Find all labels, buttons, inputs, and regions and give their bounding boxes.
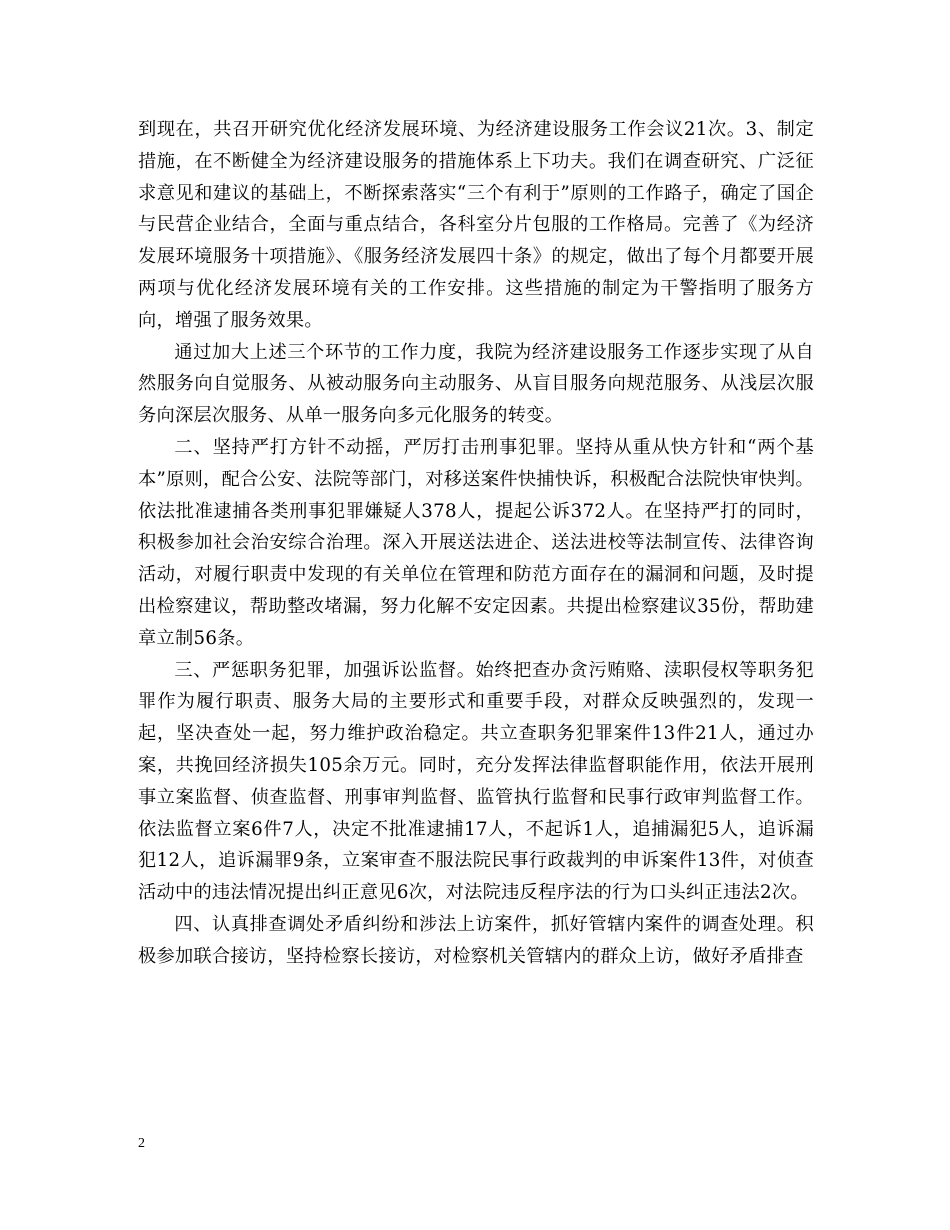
page-number: 2	[138, 1136, 145, 1151]
paragraph-4: 三、严惩职务犯罪，加强诉讼监督。始终把查办贪污贿赂、渎职侵权等职务犯罪作为履行职责、服务大局的主要形式和重要手段，对群众反映强烈的，发现一起，坚决查处一起，努力维护政治稳定。共立查职务犯罪案件13件21人，通过办案，共挽回经济损失105余万元。同时，充分发挥法律监督职能作用，依法开展刑事立案监督、侦查监督、刑事审判监督、监管执行监督和民事行政审判监督工作。依法监督立案6件7人，决定不批准逮捕17人，不起诉1人，追捕漏犯5人，追诉漏犯12人，追诉漏罪9条，立案审查不服法院民事行政裁判的申诉案件13件，对侦查活动中的违法情况提出纠正意见6次，对法院违反程序法的行为口头纠正违法2次。	[138, 659, 814, 904]
paragraph-5: 四、认真排查调处矛盾纠纷和涉法上访案件，抓好管辖内案件的调查处理。积极参加联合接访，坚持检察长接访，对检察机关管辖内的群众上访，做好矛盾排查	[138, 913, 814, 967]
paragraph-1: 到现在，共召开研究优化经济发展环境、为经济建设服务工作会议21次。3、制定措施，在不断健全为经济建设服务的措施体系上下功夫。我们在调查研究、广泛征求意见和建议的基础上，不断探索落实“三个有利于”原则的工作路子，确定了国企与民营企业结合，全面与重点结合，各科室分片包服的工作格局。完善了《为经济发展环境服务十项措施》、《服务经济发展四十条》的规定，做出了每个月都要开展两项与优化经济发展环境有关的工作安排。这些措施的制定为干警指明了服务方向，增强了服务效果。	[138, 119, 814, 331]
document-body	[138, 114, 814, 973]
paragraph-3: 二、坚持严打方针不动摇，严厉打击刑事犯罪。坚持从重从快方针和“两个基本”原则，配合公安、法院等部门，对移送案件快捕快诉，积极配合法院快审快判。依法批准逮捕各类刑事犯罪嫌疑人378人，提起公诉372人。在坚持严打的同时，积极参加社会治安综合治理。深入开展送法进企、送法进校等法制宣传、法律咨询活动，对履行职责中发现的有关单位在管理和防范方面存在的漏洞和问题，及时提出检察建议，帮助整改堵漏，努力化解不安定因素。共提出检察建议35份，帮助建章立制56条。	[138, 436, 814, 649]
paragraph-2: 通过加大上述三个环节的工作力度，我院为经济建设服务工作逐步实现了从自然服务向自觉服务、从被动服务向主动服务、从盲目服务向规范服务、从浅层次服务向深层次服务、从单一服务向多元化服务的转变。	[138, 341, 814, 427]
